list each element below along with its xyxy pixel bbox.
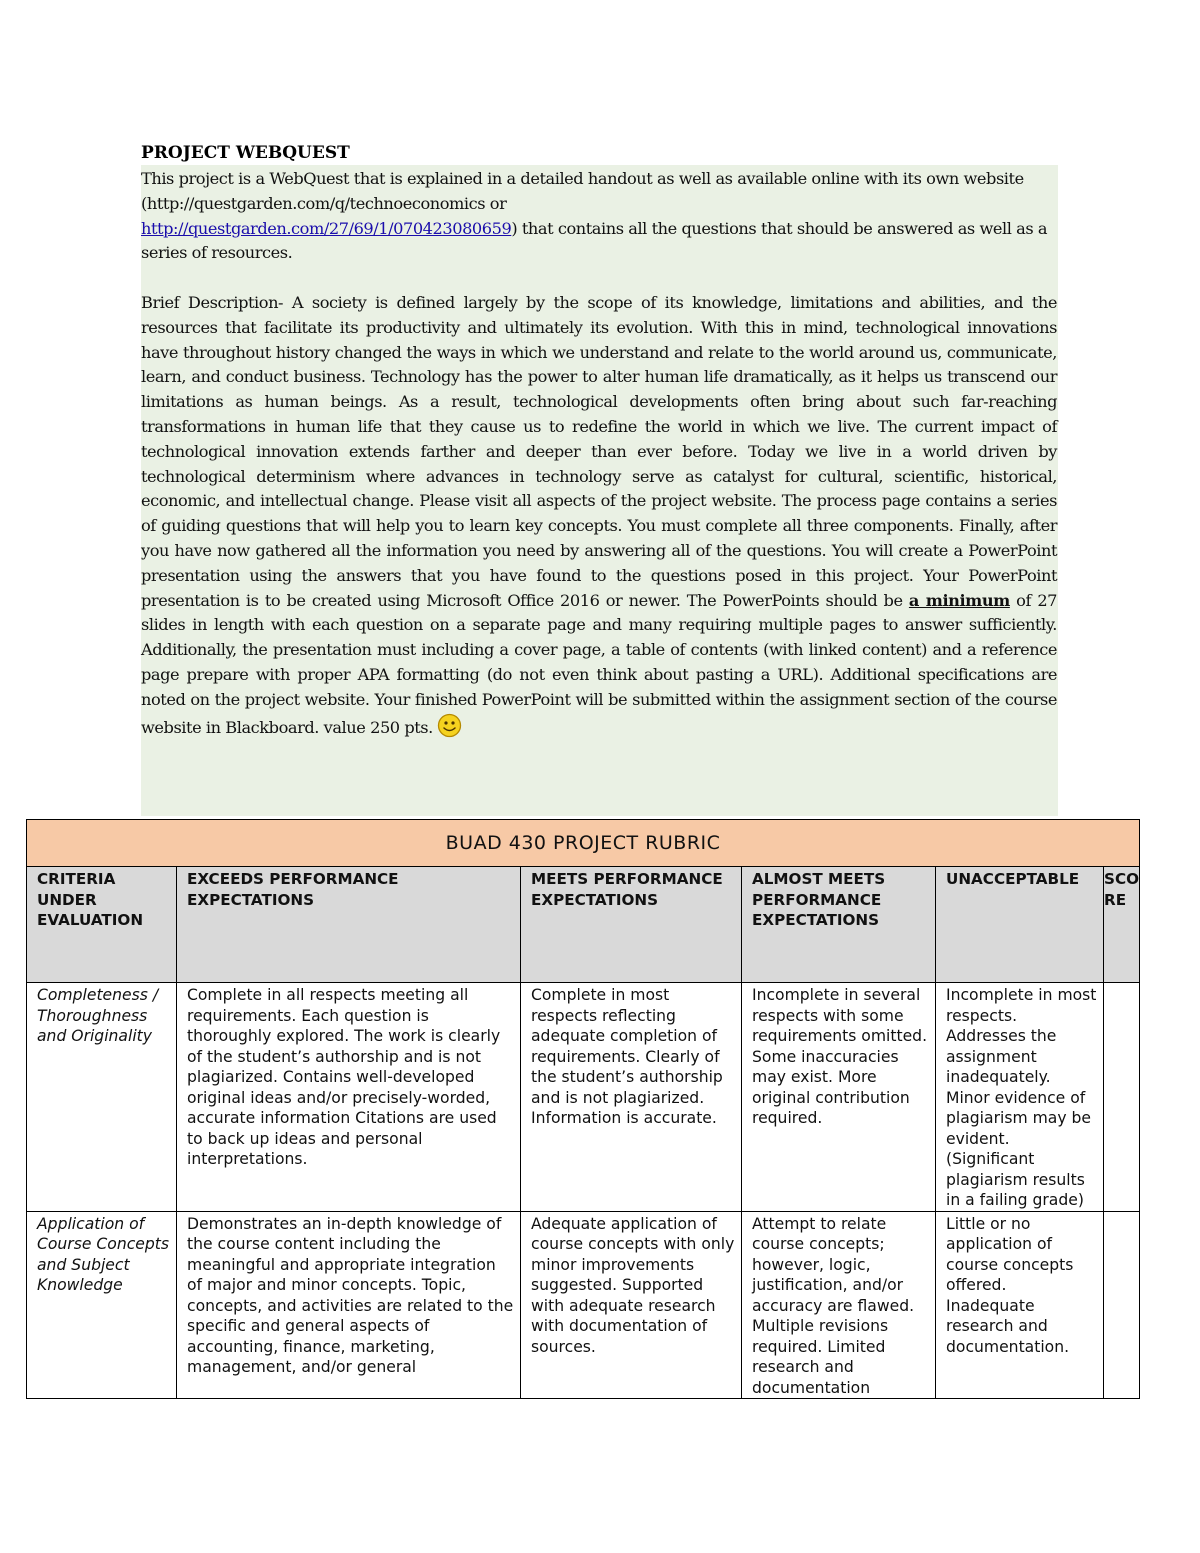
desc-part2: of 27 slides in length with each question on a separate page and many requiring multiple pages to answer sufficiently. Additionally, the presentation must including a cover page, a table of contents (with linked content) and a reference page prepare with proper APA formatting (do not even think about pasting a URL). Additional specifications are noted on the project website. Your finished PowerPoint will be submitted within the assignment section of the course website in Blackboard. value — [141, 590, 1058, 737]
desc-value: 250 pts. — [370, 717, 433, 737]
smiley-face-icon — [437, 713, 462, 738]
unacceptable-cell: Incomplete in most respects. Addresses the assignment inadequately. Minor evidence of plagiarism may be evident. (Significant plagiarism results in a failing grade) — [936, 983, 1104, 1212]
intro-paragraph — [141, 167, 1057, 266]
meets-cell: Complete in most respects reflecting adequate completion of requirements. Clearly of the student’s authorship and is not plagiarized. Information is accurate. — [521, 983, 742, 1212]
meets-cell: Adequate application of course concepts with only minor improvements suggested. Supported with adequate research with documentation of sources. — [521, 1211, 742, 1399]
unacceptable-cell: Little or no application of course concepts offered. Inadequate research and documentation. — [936, 1211, 1104, 1399]
header-criteria: CRITERIA UNDER EVALUATION — [27, 867, 177, 983]
header-score: SCORE — [1104, 867, 1140, 983]
score-cell[interactable] — [1104, 983, 1140, 1212]
table-row — [27, 1211, 1140, 1399]
intro-line-a: This project is a WebQuest that is explained in a detailed handout as well as available online with its own website (http://questgarden.com/q/technoeconomics or — [141, 169, 1024, 213]
questgarden-link[interactable]: http://questgarden.com/27/69/1/070423080659 — [141, 218, 512, 238]
rubric-table — [26, 819, 1140, 1399]
desc-minimum: a minimum — [908, 590, 1010, 610]
header-meets: MEETS PERFORMANCE EXPECTATIONS — [521, 867, 742, 983]
page-title: PROJECT WEBQUEST — [141, 143, 350, 163]
intro-line-b: ) that contains all the questions that should be answered as well as a series of resources. — [141, 218, 1048, 263]
almost-meets-cell: Incomplete in several respects with some requirements omitted. Some inaccuracies may exist. More original contribution required. — [742, 983, 936, 1212]
criteria-cell: Application of Course Concepts and Subject Knowledge — [27, 1211, 177, 1399]
rubric-title: BUAD 430 PROJECT RUBRIC — [27, 820, 1140, 867]
table-row — [27, 983, 1140, 1212]
header-exceeds: EXCEEDS PERFORMANCE EXPECTATIONS — [177, 867, 521, 983]
desc-part1: Brief Description- A society is defined largely by the scope of its knowledge, limitations and abilities, and the resources that facilitate its productivity and ultimately its evolution. With this in mind, technological innovations have throughout history changed the ways in which we understand and relate to the world around us, communicate, learn, and conduct business. Technology has the power to alter human life dramatically, as it helps us transcend our limitations as human beings. As a result, technological developments often bring about such far-reaching transformations in human life that they cause us to redefine the world in which we live. The current impact of technological innovation extends farther and deeper than ever before. Today we live in a world driven by technological determinism where advances in technology serve as catalyst for cultural, scientific, historical, economic, and intellectual change. Please visit all aspects of the project website. The process page contains a series of guiding questions that will help you to learn key concepts. You must complete all three components. Finally, after you have now gathered all the information you need by answering all of the questions. You will create a PowerPoint presentation using the answers that you have found to the questions posed in this project. Your PowerPoint presentation is to be created using Microsoft Office 2016 or newer. The PowerPoints should be — [141, 292, 1057, 610]
header-almost-meets: ALMOST MEETS PERFORMANCE EXPECTATIONS — [742, 867, 936, 983]
exceeds-cell: Demonstrates an in-depth knowledge of the course content including the meaningful and appropriate integration of major and minor concepts. Topic, concepts, and activities are related to the specific and general aspects of accounting, finance, marketing, management, and/or general — [177, 1211, 521, 1399]
exceeds-cell: Complete in all respects meeting all requirements. Each question is thoroughly explored. The work is clearly of the student’s authorship and is not plagiarized. Contains well-developed original ideas and/or precisely-worded, accurate information Citations are used to back up ideas and personal interpretations. — [177, 983, 521, 1212]
brief-description — [141, 291, 1057, 740]
header-unacceptable: UNACCEPTABLE — [936, 867, 1104, 983]
score-cell[interactable] — [1104, 1211, 1140, 1399]
intro-text — [141, 167, 1057, 740]
criteria-cell: Completeness / Thoroughness and Originality — [27, 983, 177, 1212]
almost-meets-cell: Attempt to relate course concepts; however, logic, justification, and/or accuracy are flawed. Multiple revisions required. Limited research and documentation — [742, 1211, 936, 1399]
